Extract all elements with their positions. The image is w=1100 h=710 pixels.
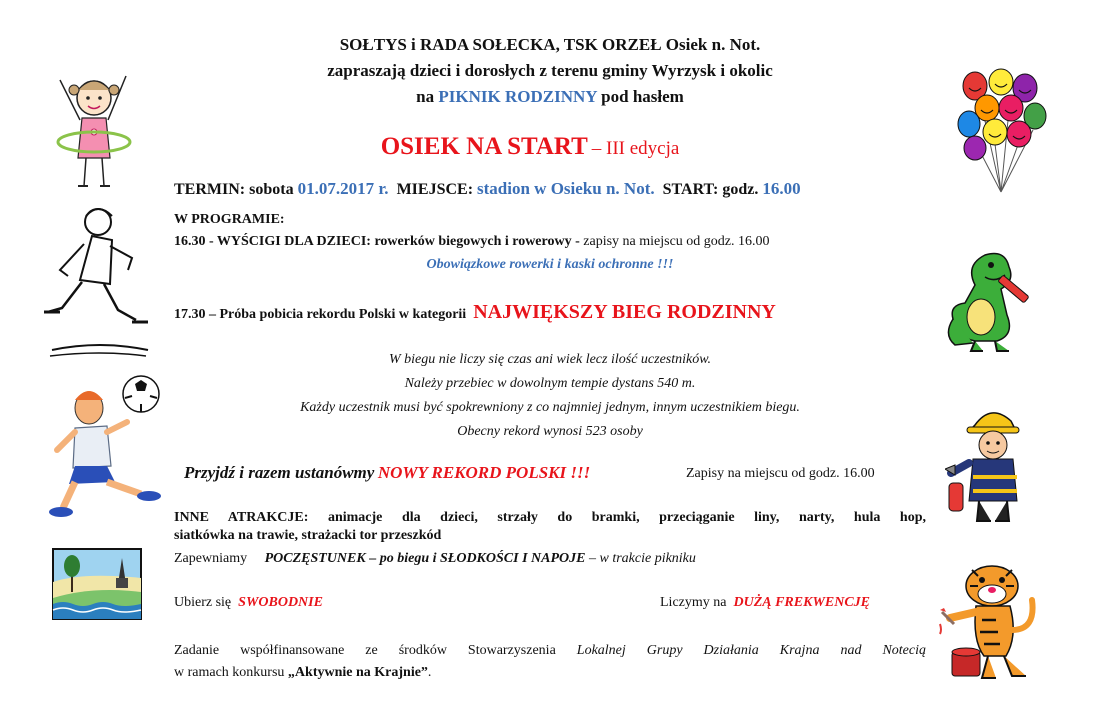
smiley-balloons-icon [955, 68, 1047, 193]
record-signup: Zapisy na miejscu od godz. 16.00 [686, 466, 875, 481]
funding-line-2: w ramach konkursu „Aktywnie na Krajnie”. [174, 665, 432, 680]
program-item-1: 16.30 - WYŚCIGI DLA DZIECI: rowerków biegowych i rowerowy - zapisy na miejscu od godz. 16.00 [174, 234, 770, 249]
turnout-line: Liczymy na DUŻĄ FREKWENCJĘ [660, 595, 871, 610]
dress-line: Ubierz się SWOBODNIE [174, 595, 323, 610]
rules-block [170, 348, 930, 444]
dinosaur-crayon-icon [945, 245, 1045, 355]
event-title: OSIEK NA START – III edycja [380, 133, 680, 160]
funding-line-1: Zadanie współfinansowane ze środków Stowarzyszenia Lokalnej Grupy Działania Krajna nad Notecią [174, 643, 926, 658]
attractions-line-1: INNE ATRAKCJE: animacje dla dzieci, strzały do bramki, przeciąganie liny, narty, hula hop, [174, 510, 926, 525]
hula-hoop-girl-icon [50, 68, 132, 193]
attractions-line-2: siatkówka na trawie, strażacki tor przeszkód [174, 528, 442, 543]
header-line-2: zapraszają dzieci i dorosłych z terenu gminy Wyrzysk i okolic [327, 61, 773, 80]
record-call: Przyjdź i razem ustanówmy NOWY REKORD POLSKI !!! [184, 463, 591, 482]
rule-line: Obecny rekord wynosi 523 osoby [457, 424, 643, 439]
program-heading: W PROGRAMIE: [174, 212, 285, 227]
program-item-1-note: Obowiązkowe rowerki i kaski ochronne !!! [426, 257, 674, 272]
landscape-logo-icon [52, 548, 142, 620]
tiger-painter-icon [932, 560, 1042, 685]
header-line-1: SOŁTYS i RADA SOŁECKA, TSK ORZEŁ Osiek n. Not. [339, 35, 761, 54]
elderly-runner-icon [40, 200, 152, 360]
rule-line: Należy przebiec w dowolnym tempie dystans 540 m. [404, 376, 696, 391]
picnic-highlight: PIKNIK RODZINNY [438, 87, 597, 106]
refreshments-line: Zapewniamy POCZĘSTUNEK – po biegu i SŁODKOŚCI I NAPOJE – w trakcie pikniku [174, 551, 696, 566]
info-line: TERMIN: sobota 01.07.2017 r. MIEJSCE: stadion w Osieku n. Not. START: godz. 16.00 [174, 179, 801, 198]
rule-line: Każdy uczestnik musi być spokrewniony z co najmniej jednym, innym uczestnikiem biegu. [300, 400, 800, 415]
program-item-2: 17.30 – Próba pobicia rekordu Polski w kategorii NAJWIĘKSZY BIEG RODZINNY [174, 301, 776, 323]
firefighter-icon [945, 403, 1045, 528]
footballer-icon [45, 370, 165, 520]
rule-line: W biegu nie liczy się czas ani wiek lecz ilość uczestników. [388, 352, 712, 367]
header-line-3: na PIKNIK RODZINNY pod hasłem [416, 87, 684, 106]
